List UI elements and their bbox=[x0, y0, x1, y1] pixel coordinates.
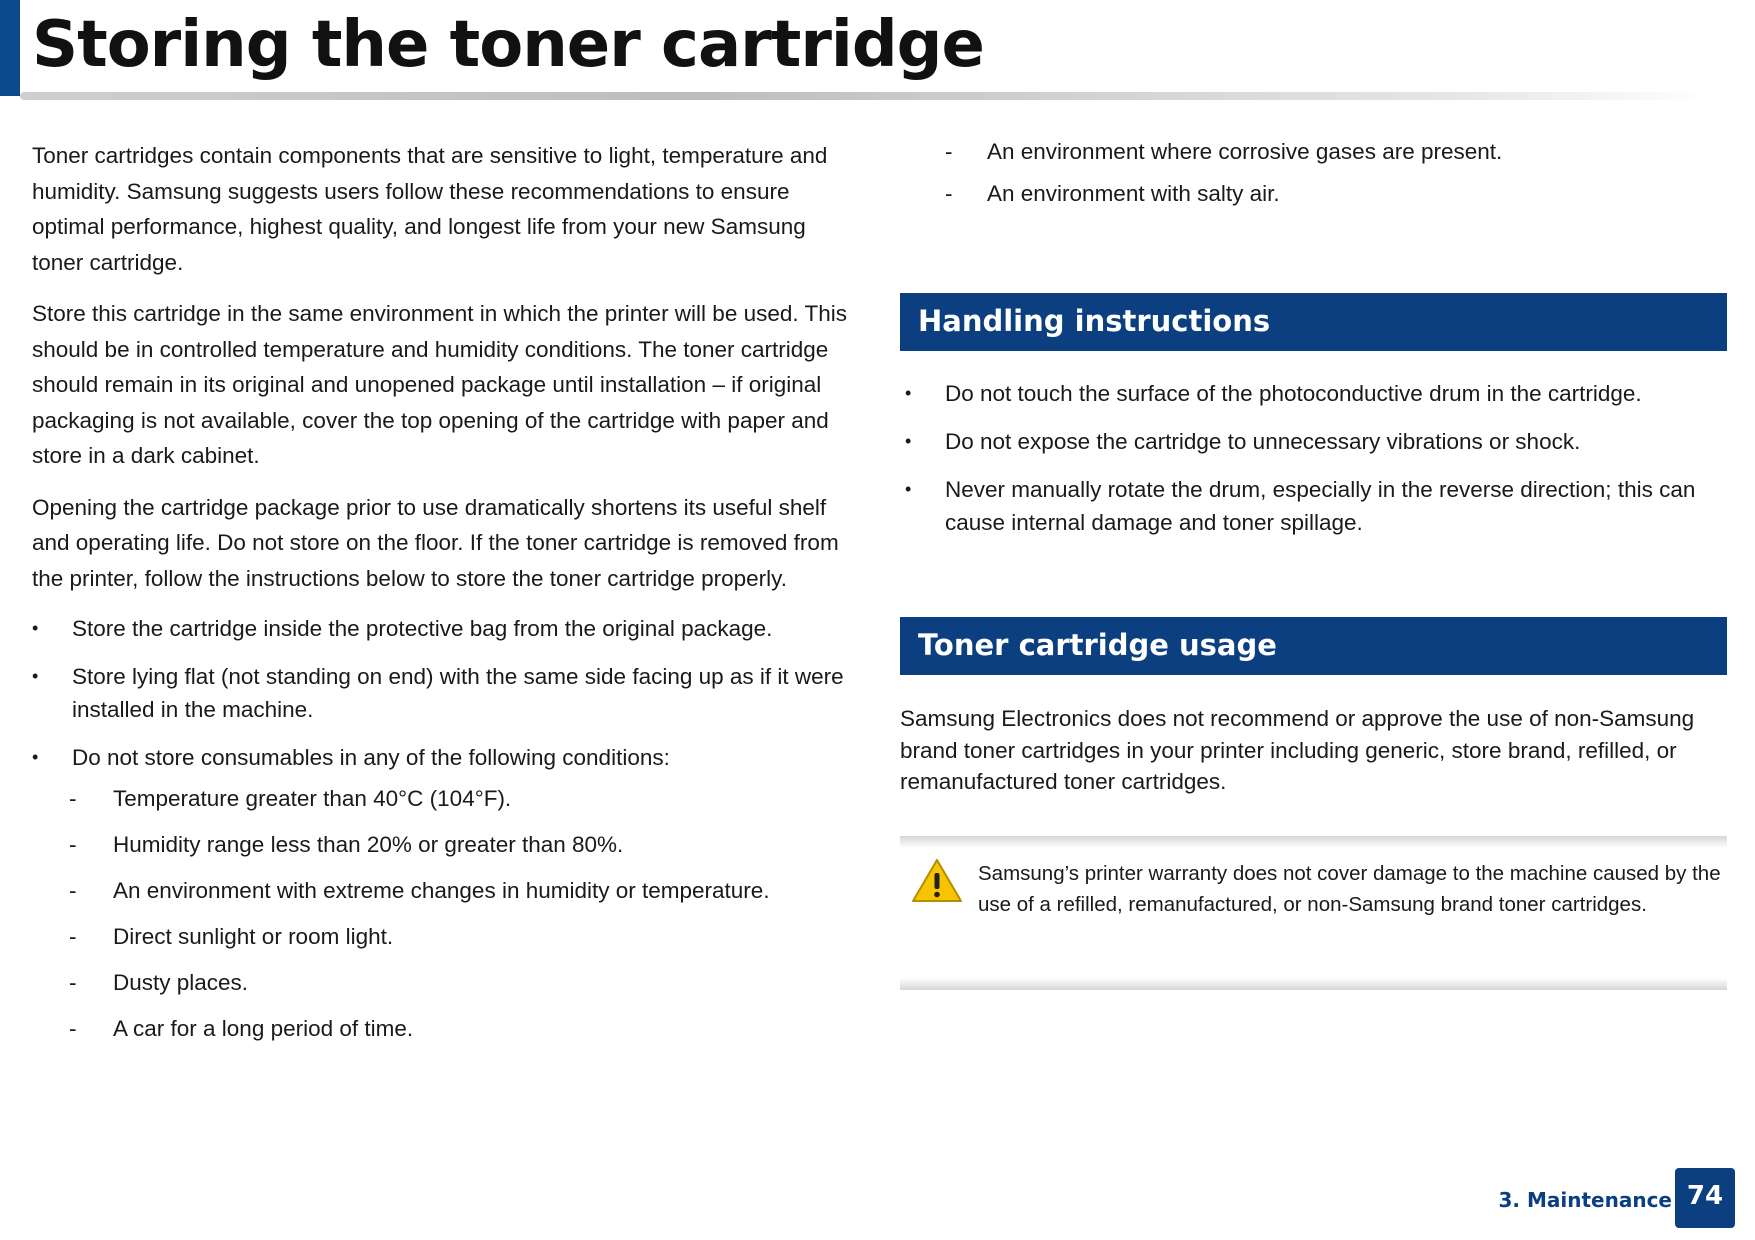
caution-note bbox=[900, 836, 1727, 990]
handling-instructions-heading: Handling instructions bbox=[900, 293, 1727, 351]
caution-text: Samsung’s printer warranty does not cover damage to the machine caused by the use of a refilled, remanufactured, or non-Samsung brand toner cartridges. bbox=[978, 861, 1721, 916]
page-number-badge: 74 bbox=[1675, 1168, 1735, 1228]
list-item: - Temperature greater than 40°C (104°F). bbox=[32, 782, 862, 815]
handling-bullet-list bbox=[905, 377, 1730, 539]
list-item: • Never manually rotate the drum, especially in the reverse direction; this can cause internal damage and toner spillage. bbox=[905, 473, 1730, 539]
caution-bottom-shade bbox=[900, 978, 1727, 990]
footer-section-label: 3. Maintenance bbox=[1498, 1188, 1672, 1212]
list-item: • Do not store consumables in any of the following conditions: bbox=[32, 741, 862, 774]
opening-paragraph: Opening the cartridge package prior to use dramatically shortens its useful shelf and operating life. Do not store on the floor. If the toner cartridge is removed from the printer, follow the instructions below to store the toner cartridge properly. bbox=[32, 494, 839, 591]
title-rule bbox=[20, 92, 1710, 100]
page-title: Storing the toner cartridge bbox=[32, 8, 984, 82]
list-item: • Store the cartridge inside the protective bag from the original package. bbox=[32, 612, 862, 645]
list-item: - An environment with extreme changes in humidity or temperature. bbox=[32, 874, 862, 907]
caution-top-shade bbox=[900, 836, 1727, 848]
list-item: - Humidity range less than 20% or greater than 80%. bbox=[32, 828, 862, 861]
list-item: - An environment where corrosive gases are present. bbox=[905, 135, 1730, 168]
right-column bbox=[900, 138, 1730, 990]
usage-paragraph: Samsung Electronics does not recommend or approve the use of non-Samsung brand toner cartridges in your printer including generic, store brand, refilled, or remanufactured toner cartridges. bbox=[900, 706, 1695, 794]
left-column bbox=[32, 138, 862, 1058]
list-item: - A car for a long period of time. bbox=[32, 1012, 862, 1045]
conditions-list-continued bbox=[905, 135, 1730, 210]
storage-bullet-list bbox=[32, 612, 862, 774]
intro-paragraph: Toner cartridges contain components that are sensitive to light, temperature and humidity. Samsung suggests users follow these recommendations to ensure optimal performance, highest quality, and longest life from your new Samsung toner cartridge. bbox=[32, 143, 828, 275]
list-item: - An environment with salty air. bbox=[905, 177, 1730, 210]
title-accent-bar bbox=[0, 0, 20, 96]
conditions-list bbox=[32, 782, 862, 1045]
list-item: - Direct sunlight or room light. bbox=[32, 920, 862, 953]
list-item: • Store lying flat (not standing on end) with the same side facing up as if it were installed in the machine. bbox=[32, 660, 862, 726]
list-item: - Dusty places. bbox=[32, 966, 862, 999]
warning-triangle-icon bbox=[911, 858, 963, 904]
storage-paragraph: Store this cartridge in the same environment in which the printer will be used. This should be in controlled temperature and humidity conditions. The toner cartridge should remain in its original and unopened package until installation – if original packaging is not available, cover the top opening of the cartridge with paper and store in a dark cabinet. bbox=[32, 301, 847, 468]
toner-cartridge-usage-heading: Toner cartridge usage bbox=[900, 617, 1727, 675]
list-item: • Do not touch the surface of the photoconductive drum in the cartridge. bbox=[905, 377, 1730, 410]
list-item: • Do not expose the cartridge to unnecessary vibrations or shock. bbox=[905, 425, 1730, 458]
